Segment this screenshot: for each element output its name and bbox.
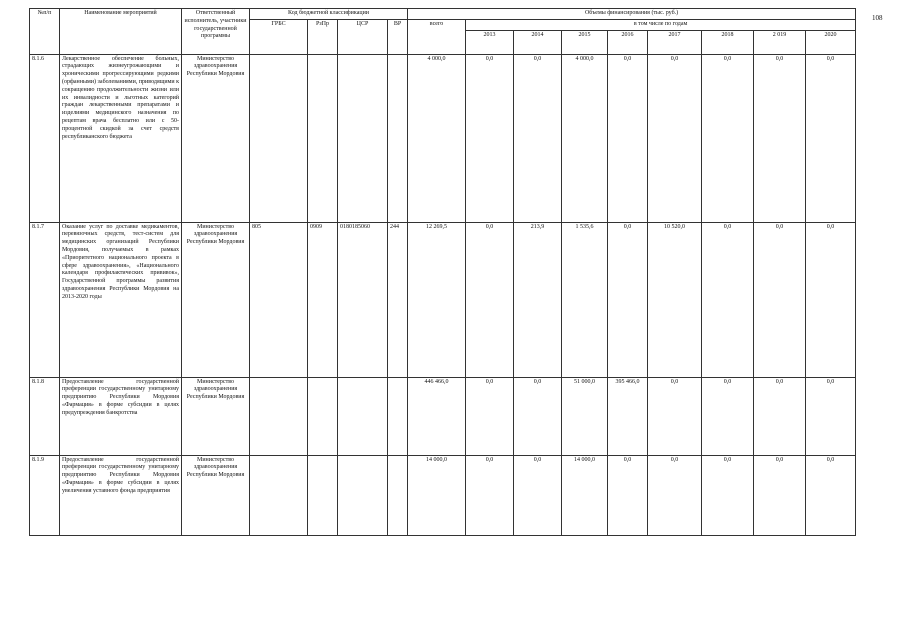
row-year-value: 0,0 [754,54,806,222]
header-year: 2015 [562,30,608,54]
row-csr: 0180185060 [338,222,388,377]
row-grbs [250,455,308,535]
row-year-value: 395 466,0 [608,377,648,455]
row-year-value: 0,0 [648,377,702,455]
row-year-value: 0,0 [466,455,514,535]
header-year: 2016 [608,30,648,54]
header-year: 2020 [806,30,856,54]
row-no: 8.1.7 [30,222,60,377]
row-name: Предоставление государственной преференции государственному унитарному предприятию Республики Мордовия «Фармация» в форме субсидии в целях увеличения уставного фонда предприятия [60,455,182,535]
row-name: Предоставление государственной преференции государственному унитарному предприятию Республики Мордовия «Фармация» в форме субсидии в целях предупреждения банкротства [60,377,182,455]
row-year-value: 0,0 [806,222,856,377]
row-year-value: 51 000,0 [562,377,608,455]
row-year-value: 0,0 [466,54,514,222]
header-csr: ЦСР [338,19,388,54]
row-year-value: 14 000,0 [562,455,608,535]
row-year-value: 0,0 [806,455,856,535]
row-year-value: 0,0 [702,455,754,535]
row-year-value: 1 535,6 [562,222,608,377]
table-row [30,377,856,455]
header-total: всего [408,19,466,54]
table-row [30,54,856,222]
row-year-value: 0,0 [702,377,754,455]
row-name: Оказание услуг по доставке медикаментов, перевязочных средств, тест-систем для медицинских организаций Республики Мордовия, получаемых в рамках «Приоритетного национального проекта в сфере здравоохранения», «Национального календаря профилактических прививок», Государственной программы развития здравоохранения Республики Мордовия на 2013-2020 годы [60,222,182,377]
row-grbs [250,377,308,455]
row-year-value: 0,0 [466,222,514,377]
row-year-value: 0,0 [648,54,702,222]
row-year-value: 0,0 [608,54,648,222]
table-header [30,9,856,55]
row-year-value: 0,0 [608,455,648,535]
row-year-value: 0,0 [754,377,806,455]
row-year-value: 0,0 [702,54,754,222]
row-year-value: 0,0 [702,222,754,377]
row-total: 12 269,5 [408,222,466,377]
row-year-value: 4 000,0 [562,54,608,222]
row-total: 4 000,0 [408,54,466,222]
row-responsible: Министерство здравоохранения Республики Мордовия [182,54,250,222]
row-year-value: 0,0 [648,455,702,535]
table-row [30,455,856,535]
header-budget-code: Код бюджетной классификации [250,9,408,20]
header-year: 2017 [648,30,702,54]
row-year-value: 0,0 [806,54,856,222]
table-body [30,54,856,535]
row-vr [388,377,408,455]
row-rzpr [308,377,338,455]
row-responsible: Министерство здравоохранения Республики Мордовия [182,222,250,377]
row-name: Лекарственное обеспечение больных, страдающих жизнеугрожающими и хроническими прогрессирующими редкими (орфанными) заболеваниями, приводящими к сокращению продолжительности жизни или их инвалидности и льготных категорий граждан лекарственными препаратами и изделиями медицинского назначения по рецептам врача бесплатно или с 50-процентной скидкой за счет средств республиканского бюджета [60,54,182,222]
row-responsible: Министерство здравоохранения Республики Мордовия [182,455,250,535]
header-year: 2014 [514,30,562,54]
row-year-value: 213,9 [514,222,562,377]
funding-table [29,8,856,536]
row-vr [388,455,408,535]
row-rzpr [308,54,338,222]
header-year: 2 019 [754,30,806,54]
header-responsible: Ответственный исполнитель, участники государственной программы [182,9,250,55]
row-year-value: 0,0 [466,377,514,455]
table-row [30,222,856,377]
row-vr: 244 [388,222,408,377]
header-by-years: в том числе по годам [466,19,856,30]
row-csr [338,54,388,222]
row-vr [388,54,408,222]
header-name: Наименование мероприятий [60,9,182,55]
row-rzpr [308,455,338,535]
row-grbs [250,54,308,222]
page-number: 108 [872,14,883,22]
row-total: 446 466,0 [408,377,466,455]
row-year-value: 0,0 [754,455,806,535]
header-no: №п/п [30,9,60,55]
row-csr [338,455,388,535]
row-year-value: 10 520,0 [648,222,702,377]
header-vr: ВР [388,19,408,54]
row-year-value: 0,0 [608,222,648,377]
row-no: 8.1.9 [30,455,60,535]
row-rzpr: 0909 [308,222,338,377]
row-csr [338,377,388,455]
row-total: 14 000,0 [408,455,466,535]
row-year-value: 0,0 [806,377,856,455]
row-grbs: 805 [250,222,308,377]
header-rzpr: РзПр [308,19,338,54]
row-year-value: 0,0 [514,54,562,222]
row-year-value: 0,0 [514,455,562,535]
header-year: 2013 [466,30,514,54]
row-year-value: 0,0 [514,377,562,455]
row-no: 8.1.8 [30,377,60,455]
row-no: 8.1.6 [30,54,60,222]
row-responsible: Министерство здравоохранения Республики Мордовия [182,377,250,455]
header-year: 2018 [702,30,754,54]
header-funding: Объемы финансирования (тыс. руб.) [408,9,856,20]
row-year-value: 0,0 [754,222,806,377]
header-grbs: ГРБС [250,19,308,54]
